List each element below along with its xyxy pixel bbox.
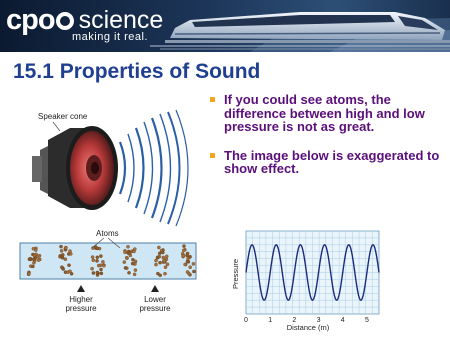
atom-dot [192,270,195,273]
atom-dot [182,249,185,252]
atom-dot [192,262,195,265]
atom-dot [186,270,189,273]
atom-dot [60,249,63,252]
atom-dot [91,267,94,270]
atom-dot [186,260,189,263]
atom-dot [134,269,137,272]
x-tick-label: 3 [316,317,321,324]
atom-dot [165,255,168,258]
atom-dot [32,247,35,250]
atom-dot [156,256,159,259]
atom-dot [127,271,130,274]
bullet-text: The image below is exaggerated to show effect. [224,147,440,176]
atom-dot [61,253,64,256]
header-banner [0,0,450,52]
atom-dot [163,272,166,275]
atom-dot [59,245,62,248]
pressure-distance-graph [226,226,386,333]
lower-pressure-label-2: pressure [139,304,171,313]
atom-dot [126,245,129,248]
atom-dot [154,259,157,262]
bullet-item [210,93,442,134]
atom-dot [68,250,71,253]
atom-dot [31,265,34,268]
atom-dot [60,266,63,269]
speaker-icon [32,126,118,210]
atom-dot [131,258,134,261]
bullet-square-icon [210,97,215,102]
y-axis-label: Pressure [231,258,240,290]
tagline: making it real. [72,31,148,43]
atom-dot [100,272,103,275]
atom-dot [99,268,102,271]
atom-dot [158,261,161,264]
slide-title: 15.1 Properties of Sound [13,60,261,83]
x-tick-label: 5 [364,317,369,324]
atoms-label: Atoms [96,229,119,238]
atom-dot [91,256,94,259]
atom-dot [124,266,127,269]
atom-dot [186,252,189,255]
atom-dot [184,263,187,266]
atom-dot [133,248,136,251]
atom-dot [161,251,164,254]
bullet-item [210,149,442,176]
atom-dot [29,257,32,260]
atom-dot [59,255,62,258]
atom-dot [182,254,185,257]
x-axis-label: Distance (m) [286,323,330,332]
lower-pressure-label-1: Lower [144,295,166,304]
atom-dot [64,246,67,249]
atom-dot [96,247,99,250]
atom-dot [162,256,165,259]
atom-dot [164,266,167,269]
x-tick-label: 2 [292,317,297,324]
atom-dot [68,270,71,273]
atom-dot [154,263,157,266]
logo-cpo-text: cpo [6,4,55,36]
atom-dot [102,264,105,267]
atom-dot [189,266,192,269]
lower-pressure-arrow [151,285,159,292]
atom-dot [186,257,189,260]
atom-dot [157,246,160,249]
logo-ring-icon [56,12,74,30]
atom-dot [166,263,169,266]
atom-dot [96,256,99,259]
bullet-square-icon [210,153,215,158]
atom-dot [128,251,131,254]
atom-dot [131,262,134,265]
graph-grid [246,231,379,314]
atom-dot [182,245,185,248]
bullet-text: If you could see atoms, the difference between high and low pressure is not as great. [224,92,425,134]
speaker-atoms-figure [8,98,204,313]
higher-pressure-label-2: pressure [65,304,97,313]
atom-dot [123,261,126,264]
atom-dot [158,252,161,255]
atom-dot [133,273,136,276]
higher-pressure-label-1: Higher [69,295,93,304]
x-tick-label: 0 [244,317,248,324]
atom-dot [159,274,162,277]
atom-dot [96,271,99,274]
atom-dot [101,260,104,263]
atom-dot [125,256,128,259]
speaker-cone-label: Speaker cone [38,112,88,121]
air-column [20,243,196,279]
atom-dot [38,254,41,257]
higher-pressure-arrow [77,285,85,292]
atom-dot [37,259,40,262]
bullet-list [210,93,442,191]
atom-dot [92,271,95,274]
logo-science-text: science [78,6,164,34]
sound-waves [120,110,188,226]
atom-dot [67,264,70,267]
atom-dot [95,259,98,262]
atom-dot [162,259,165,262]
atom-dot [123,251,126,254]
atom-dot [27,272,30,275]
atom-dot [92,259,95,262]
atom-dot [97,264,100,267]
x-tick-label: 4 [340,317,345,324]
atom-dot [32,258,35,261]
atom-dot [99,255,102,258]
x-tick-label: 1 [268,317,273,324]
